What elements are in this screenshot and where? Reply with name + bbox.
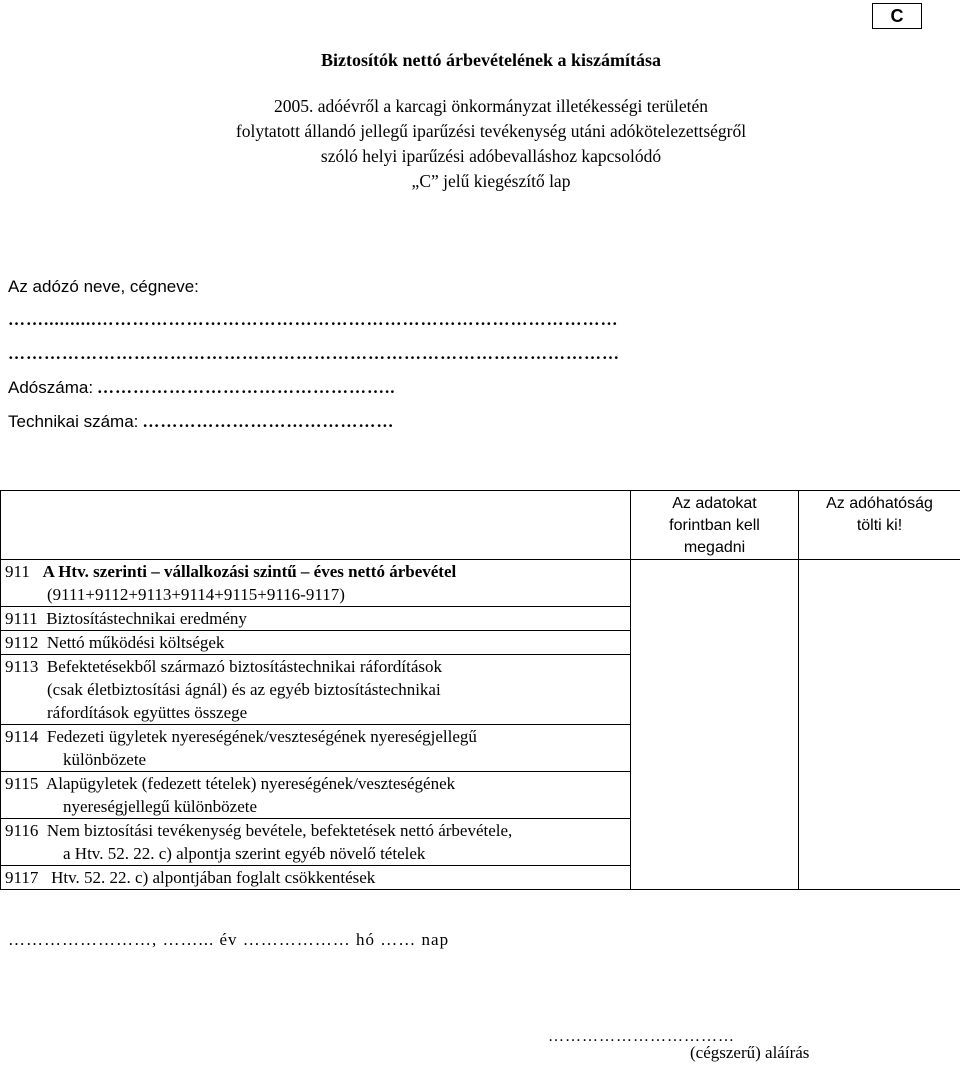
row-text: különbözete — [63, 750, 147, 769]
tax-number-row — [8, 378, 396, 398]
row-code: 9112 — [5, 633, 39, 652]
taxpayer-name-label: Az adózó neve, cégneve: — [8, 277, 199, 296]
header-authority-column — [799, 491, 960, 560]
row-code: 9116 — [5, 821, 39, 840]
subtitle-line-2: folytatott állandó jellegű iparűzési tevékenység utáni adókötelezettségről — [235, 121, 747, 141]
subtitle-line-4: „C” jelű kiegészítő lap — [411, 171, 571, 191]
technical-number-row — [8, 412, 394, 432]
row-9111-description — [1, 607, 631, 631]
header-empty-cell — [1, 491, 631, 560]
row-9117-description — [1, 866, 631, 890]
row-text: (csak életbiztosítási ágnál) és az egyéb biztosítástechnikai — [47, 680, 441, 699]
row-code: 9117 — [5, 868, 39, 887]
row-text: ráfordítások együttes összege — [47, 703, 248, 722]
authority-cell — [799, 560, 960, 890]
row-text: Nettó működési költségek — [46, 633, 225, 652]
row-text: Fedezeti ügyletek nyereségének/veszteségének nyereségjellegű — [46, 727, 477, 746]
header-amount-label: Az adatokat forintban kell megadni — [669, 495, 760, 556]
row-text: Alapügyletek (fedezett tételek) nyereségének/veszteségének — [45, 774, 456, 793]
row-9113-description — [1, 655, 631, 725]
row-text: nyereségjellegű különbözete — [63, 797, 258, 816]
row-code: 9111 — [5, 609, 38, 628]
technical-number-field[interactable]: …………………………………… — [142, 412, 395, 431]
row-9114-description — [1, 725, 631, 772]
row-9115-description — [1, 772, 631, 819]
row-text: Biztosítástechnikai eredmény — [46, 609, 247, 628]
row-911-description — [1, 560, 631, 607]
page-title: Biztosítók nettó árbevételének a kiszámítása — [321, 50, 661, 70]
row-9112-description — [1, 631, 631, 655]
header-authority-label: Az adóhatóság tölti ki! — [826, 495, 933, 534]
header-amount-column — [631, 491, 799, 560]
subtitle-line-1: 2005. adóévről a karcagi önkormányzat illetékességi területén — [274, 96, 708, 116]
table-header-row — [1, 491, 960, 560]
row-text: a Htv. 52. 22. c) alpontja szerint egyéb növelő tételek — [63, 844, 426, 863]
row-code: 9114 — [5, 727, 39, 746]
subtitle — [0, 94, 960, 194]
row-text: Nem biztosítási tevékenység bevétele, befektetések nettó árbevétele, — [46, 821, 513, 840]
row-text: Htv. 52. 22. c) alpontjában foglalt csökkentések — [51, 868, 376, 887]
row-911-code: 911 — [5, 562, 30, 581]
table-row-911 — [1, 560, 960, 607]
row-9116-description — [1, 819, 631, 866]
row-911-title: A Htv. szerinti – vállalkozási szintű – éves nettó árbevétel — [42, 562, 457, 581]
taxpayer-name-line-2[interactable]: ………………………………………………………………………………………… — [8, 344, 620, 363]
tax-number-field[interactable]: ………………………………………….. — [97, 378, 396, 397]
form-code-box: C — [872, 3, 922, 29]
row-code: 9115 — [5, 774, 39, 793]
subtitle-line-3: szóló helyi iparűzési adóbevalláshoz kapcsolódó — [320, 146, 662, 166]
date-line[interactable]: ……………………, ……... év ……………… hó …… nap — [8, 930, 450, 949]
row-text: Befektetésekből származó biztosítástechnikai ráfordítások — [46, 657, 442, 676]
row-911-formula: (9111+9112+9113+9114+9115+9116-9117) — [47, 585, 345, 604]
revenue-table — [0, 490, 960, 890]
tax-number-label: Adószáma: — [8, 378, 94, 397]
signature-label: (cégszerű) aláírás — [690, 1043, 810, 1062]
technical-number-label: Technikai száma: — [8, 412, 139, 431]
row-code: 9113 — [5, 657, 39, 676]
taxpayer-name-line-1[interactable]: ……..........…………………………………………………………………………… — [8, 310, 619, 329]
amount-input-cell[interactable] — [631, 560, 799, 890]
signature-dots[interactable]: …………………………… — [548, 1028, 735, 1045]
